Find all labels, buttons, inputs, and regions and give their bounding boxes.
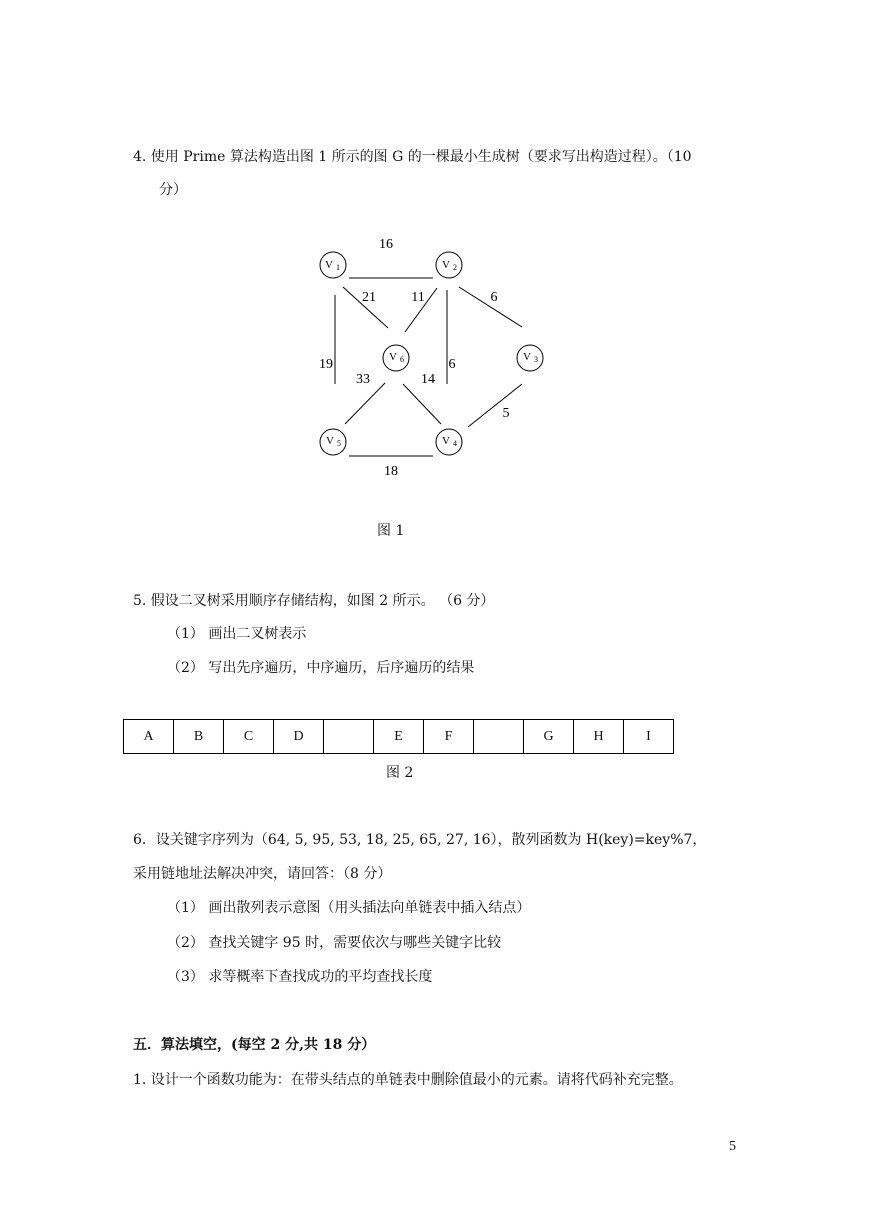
node-v6 (383, 345, 409, 371)
q5-item1: （1） 画出二叉树表示 (167, 626, 307, 642)
svg-text:5: 5 (337, 439, 341, 448)
table-cell-11: I (624, 720, 674, 754)
weight-v4-v6: 14 (421, 372, 435, 387)
section5-q1: 1. 设计一个函数功能为：在带头结点的单链表中删除值最小的元素。请将代码补充完整。 (133, 1072, 683, 1088)
table-cell-2: B (174, 720, 224, 754)
svg-text:V: V (442, 435, 450, 447)
table-cell-9: G (524, 720, 574, 754)
q5-item2: （2） 写出先序遍历，中序遍历，后序遍历的结果 (167, 660, 475, 676)
weight-v1-v5: 19 (319, 357, 333, 372)
sequential-storage-table (123, 719, 674, 754)
svg-text:V: V (326, 435, 334, 447)
table-cell-4: D (274, 720, 324, 754)
q6-line2: 采用链地址法解决冲突，请回答：（8 分） (133, 866, 392, 882)
q6-line1: 6．设关键字序列为（64, 5, 95, 53, 18, 25, 65, 27, 16），散列函数为 H(key)=key%7， (133, 832, 707, 848)
table-cell-10: H (574, 720, 624, 754)
edge-v5-v6 (345, 383, 385, 424)
weight-v2-v3: 6 (490, 290, 498, 305)
figure1-caption: 图 1 (377, 523, 405, 539)
q6-item1: （1） 画出散列表示意图（用头插法向单链表中插入结点） (167, 900, 531, 916)
weight-v2-v4: 6 (448, 357, 456, 372)
q6-item3: （3） 求等概率下查找成功的平均查找长度 (167, 969, 433, 985)
node-v1 (320, 252, 346, 278)
svg-text:1: 1 (336, 263, 340, 272)
edge-v4-v6 (403, 384, 441, 424)
table-cell-7: F (424, 720, 474, 754)
q4-text-line1: 4. 使用 Prime 算法构造出图 1 所示的图 G 的一棵最小生成树（要求写出构造过程）。（10 (133, 149, 692, 165)
figure2-caption: 图 2 (386, 765, 414, 781)
graph-figure (0, 0, 869, 560)
edge-v3-v4 (468, 384, 522, 427)
svg-text:4: 4 (453, 439, 457, 448)
q6-item2: （2） 查找关键字 95 时，需要依次与哪些关键字比较 (167, 935, 502, 951)
svg-text:V: V (523, 351, 531, 363)
svg-text:2: 2 (453, 263, 457, 272)
weight-v1-v2: 16 (379, 237, 393, 252)
weight-v3-v4: 5 (502, 406, 510, 421)
section5-heading: 五．算法填空，(每空 2 分,共 18 分） (133, 1037, 376, 1053)
svg-text:3: 3 (534, 355, 538, 364)
table-cell-1: A (124, 720, 174, 754)
node-v5 (320, 429, 346, 455)
table-cell-3: C (224, 720, 274, 754)
table-cell-6: E (374, 720, 424, 754)
table-cell-5 (324, 720, 374, 754)
node-v3 (517, 345, 543, 371)
page-number: 5 (729, 1139, 736, 1154)
node-v2 (436, 252, 462, 278)
table-cell-8 (474, 720, 524, 754)
weight-v5-v6: 33 (356, 372, 370, 387)
q4-text-line2: 分） (159, 182, 187, 198)
svg-text:V: V (389, 351, 397, 363)
svg-text:V: V (442, 259, 450, 271)
svg-text:6: 6 (400, 355, 404, 364)
svg-text:V: V (325, 259, 333, 271)
weight-v2-v6: 11 (411, 290, 425, 305)
weight-v5-v4: 18 (384, 464, 398, 479)
table-row (124, 720, 674, 754)
q5-title: 5. 假设二叉树采用顺序存储结构，如图 2 所示。 （6 分） (133, 593, 495, 609)
node-v4 (436, 429, 462, 455)
weight-v1-v6: 21 (362, 290, 376, 305)
